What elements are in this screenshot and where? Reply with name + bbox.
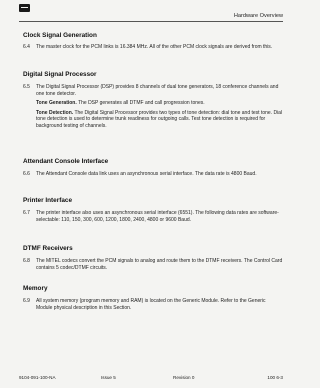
paragraph-6-7	[23, 210, 283, 226]
tone-detection-text: Tone Detection. The Digital Signal Processor provides two types of tone detection: dial tone and test tone. Dial tone detection is used to determine trunk readiness for outgoing calls. Test tone detection is required for background testing of channels.	[36, 109, 283, 129]
tone-generation-lead: Tone Generation.	[36, 100, 77, 107]
paragraph-text: The Digital Signal Processor (DSP) provides 8 channels of dual tone generators, 18 conference channels and one tone detector.	[36, 84, 279, 97]
paragraph-6-9	[23, 298, 283, 314]
paragraph-text: The printer interface also uses an asynchronous serial interface (6551). The following data rates are software-selectable: 110, 150, 300, 600, 1200, 1800, 2400, 4800 or 9600 Baud.	[36, 210, 279, 223]
section-heading: DTMF Receivers	[23, 245, 73, 252]
paragraph-6-5	[23, 84, 283, 133]
section-heading: Digital Signal Processor	[23, 71, 97, 78]
paragraph-text: The master clock for the PCM links is 16.384 MHz. All of the other PCM clock signals are derived from this.	[36, 44, 273, 50]
paragraph-text: The MITEL codecs convert the PCM signals to analog and route them to the DTMF receivers. The Control Card contains 5 codec/DTMF circuits.	[36, 258, 283, 271]
paragraph-6-6	[23, 171, 283, 181]
footer-page-number: 100 6-3	[267, 375, 283, 380]
paragraph-text: All system memory (program memory and RAM) is located on the Generic Module. Refer to the Generic Module physical description in this Section.	[36, 298, 266, 311]
section-heading: Attendant Console Interface	[23, 158, 109, 165]
paragraph-number: 6.9	[23, 298, 30, 304]
footer-document-number: 9104-091-100-NA	[19, 375, 56, 380]
paragraph-number: 6.5	[23, 84, 30, 90]
paragraph-number: 6.7	[23, 210, 30, 216]
paragraph-6-4	[23, 44, 283, 54]
paragraph-number: 6.8	[23, 258, 30, 264]
tone-generation-text: Tone Generation. The DSP generates all DTMF and call progression tones.	[36, 100, 205, 107]
paragraph-number: 6.6	[23, 171, 30, 177]
paragraph-6-8	[23, 258, 283, 274]
section-heading: Memory	[23, 285, 48, 292]
footer-issue: Issue 5	[101, 375, 116, 380]
paragraph-number: 6.4	[23, 44, 30, 50]
footer-revision: Revision 0	[173, 375, 195, 380]
header-rule	[19, 21, 283, 22]
section-heading: Clock Signal Generation	[23, 32, 97, 39]
paragraph-text: The Attendant Console data link uses an asynchronous serial interface. The data rate is 4800 Baud.	[36, 171, 257, 177]
company-logo	[19, 4, 30, 12]
running-header: Hardware Overview	[233, 13, 283, 19]
tone-detection-lead: Tone Detection.	[36, 109, 74, 116]
section-heading: Printer Interface	[23, 197, 73, 204]
